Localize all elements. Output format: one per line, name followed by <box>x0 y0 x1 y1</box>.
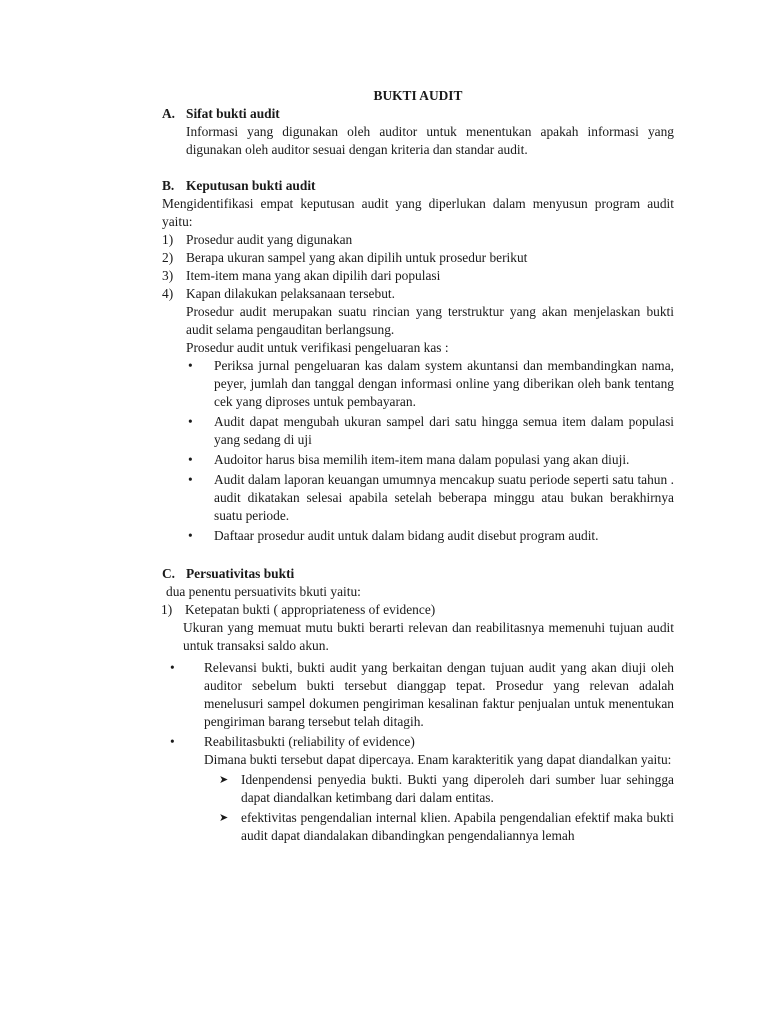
section-b-intro: Mengidentifikasi empat keputusan audit yang diperlukan dalam menyusun program audit yaitu: <box>162 196 674 229</box>
document-body <box>162 87 674 847</box>
section-c-intro: dua penentu persuativits bkuti yaitu: <box>166 584 361 599</box>
list-item-text: Audit dalam laporan keuangan umumnya mencakup suatu periode seperti satu tahun . audit dikatakan selesai apabila setelah beberapa minggu atau bukan berakhirnya suatu periode. <box>214 472 674 523</box>
list-item-text: Daftaar prosedur audit untuk dalam bidang audit disebut program audit. <box>214 528 599 543</box>
bullet-icon <box>162 659 204 731</box>
bullet-icon <box>186 357 214 411</box>
list-item-text: Audit dapat mengubah ukuran sampel dari satu hingga semua item dalam populasi yang sedang di uji <box>214 414 674 447</box>
list-item <box>186 451 674 469</box>
numbered-item <box>161 601 674 619</box>
section-b-paragraph: Prosedur audit merupakan suatu rincian yang terstruktur yang akan menjelaskan bukti audit selama pengauditan berlangsung. <box>186 304 674 337</box>
item-number: 4) <box>162 286 174 301</box>
item-text: Kapan dilakukan pelaksanaan tersebut. <box>186 286 395 301</box>
section-a-body: Informasi yang digunakan oleh auditor untuk menentukan apakah informasi yang digunakan oleh auditor sesuai dengan kriteria dan standar audit. <box>186 124 674 157</box>
bullet-icon <box>186 471 214 525</box>
section-b-paragraph: Prosedur audit untuk verifikasi pengeluaran kas : <box>186 340 449 355</box>
list-item <box>186 527 674 545</box>
item-text: Prosedur audit yang digunakan <box>186 232 353 247</box>
section-c-item-description: Ukuran yang memuat mutu bukti berarti relevan dan reabilitasnya memenuhi tujuan audit untuk transaksi saldo akun. <box>183 620 674 653</box>
bullet-icon <box>186 413 214 449</box>
list-item-text: efektivitas pengendalian internal klien. Apabila pengendalian efektif maka bukti audit dapat diandalakan dibandingkan pengendaliannya lemah <box>241 810 674 843</box>
section-c-heading <box>162 565 674 583</box>
list-item-text: Periksa jurnal pengeluaran kas dalam system akuntansi dan membandingkan nama, peyer, jumlah dan tanggal dengan informasi online yang diberikan oleh bank tentang cek yang diproses untuk pembayaran. <box>214 358 674 409</box>
bullet-icon <box>186 451 214 469</box>
section-b-title: Keputusan bukti audit <box>186 178 316 193</box>
list-item <box>219 809 674 845</box>
bullet-list <box>162 357 674 545</box>
list-item-title: Reabilitasbukti (reliability of evidence) <box>204 734 415 749</box>
arrow-bullet-icon: ➤ <box>219 774 229 786</box>
list-item <box>186 471 674 525</box>
list-item-content <box>204 733 674 769</box>
numbered-item <box>162 231 674 249</box>
list-item <box>219 771 674 807</box>
page-title: BUKTI AUDIT <box>373 88 463 103</box>
list-item <box>162 733 674 769</box>
list-item-text: Idenpendensi penyedia bukti. Bukti yang diperoleh dari sumber luar sehingga dapat diandalkan ketimbang dari dalam entitas. <box>241 772 674 805</box>
item-number: 2) <box>162 250 174 265</box>
numbered-item <box>162 267 674 285</box>
section-a-title: Sifat bukti audit <box>186 106 280 121</box>
section-c-letter: C. <box>162 566 176 581</box>
list-item <box>186 413 674 449</box>
item-number: 1) <box>162 232 174 247</box>
section-b-letter: B. <box>162 178 175 193</box>
arrow-bullet-icon: ➤ <box>219 812 229 824</box>
section-a-letter: A. <box>162 106 176 121</box>
section-c-title: Persuativitas bukti <box>186 566 295 581</box>
numbered-item <box>162 285 674 303</box>
item-text: Berapa ukuran sampel yang akan dipilih untuk prosedur berikut <box>186 250 528 265</box>
arrow-list <box>162 771 674 845</box>
list-item-text: Audoitor harus bisa memilih item-item mana dalam populasi yang akan diuji. <box>214 452 630 467</box>
numbered-item <box>162 249 674 267</box>
bullet-icon <box>186 527 214 545</box>
list-item-text: Dimana bukti tersebut dapat dipercaya. Enam karakteritik yang dapat diandalkan yaitu: <box>204 752 672 767</box>
list-item-text: Relevansi bukti, bukti audit yang berkaitan dengan tujuan audit yang akan diuji oleh auditor sebelum bukti tersebut dianggap tepat. Prosedur yang relevan adalah menelusuri sampel dokumen pengiriman kesalinan faktur penjualan untuk menentukan pengiriman barang tersebut telah ditagih. <box>204 660 674 729</box>
item-text: Item-item mana yang akan dipilih dari populasi <box>186 268 441 283</box>
item-number: 1) <box>161 602 173 617</box>
section-a-heading <box>162 105 674 123</box>
item-number: 3) <box>162 268 174 283</box>
list-item <box>186 357 674 411</box>
item-text: Ketepatan bukti ( appropriateness of evidence) <box>185 602 436 617</box>
section-b-heading <box>162 177 674 195</box>
bullet-icon <box>162 733 204 769</box>
list-item <box>162 659 674 731</box>
